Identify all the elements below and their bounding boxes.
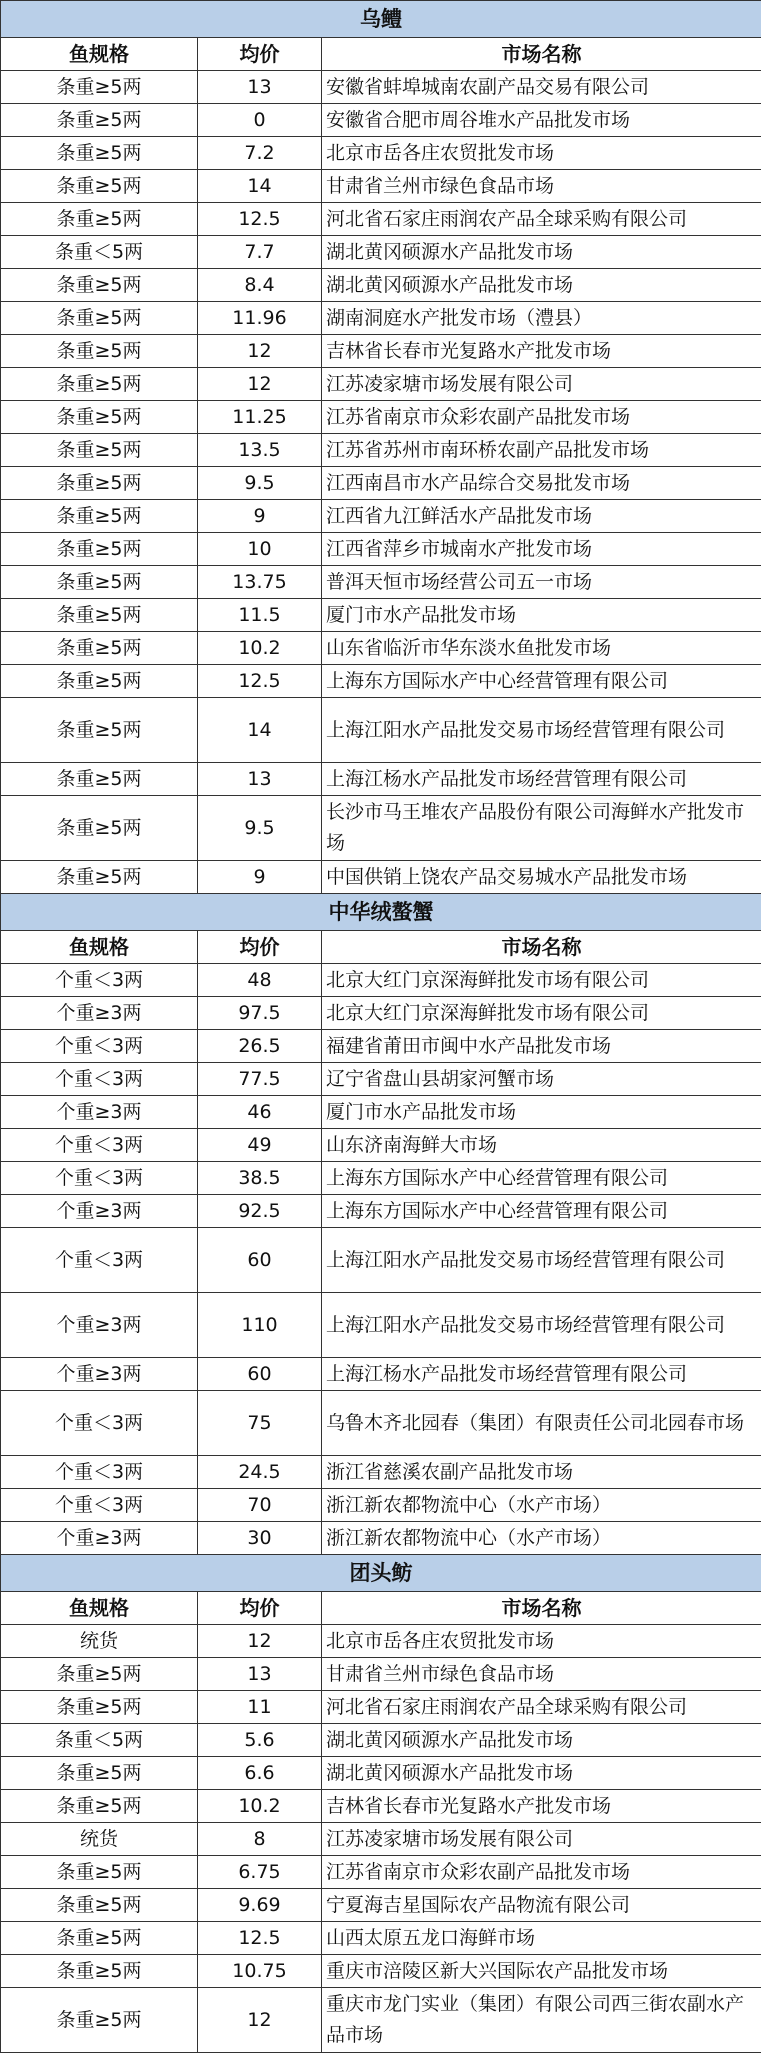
column-header-price: 均价 bbox=[198, 1592, 322, 1625]
table-row bbox=[1, 401, 761, 434]
table-row bbox=[1, 203, 761, 236]
avg-price-cell: 14 bbox=[198, 170, 322, 203]
fish-spec-cell: 个重＜3两 bbox=[1, 964, 198, 997]
fish-spec-cell: 个重＜3两 bbox=[1, 1391, 198, 1456]
fish-spec-cell: 个重≥3两 bbox=[1, 1195, 198, 1228]
fish-spec-cell: 条重≥5两 bbox=[1, 533, 198, 566]
market-name-cell: 江苏省南京市众彩农副产品批发市场 bbox=[322, 1856, 761, 1889]
avg-price-cell: 10.2 bbox=[198, 1790, 322, 1823]
table-row bbox=[1, 796, 761, 861]
table-row bbox=[1, 1228, 761, 1293]
table-row bbox=[1, 1489, 761, 1522]
avg-price-cell: 11.5 bbox=[198, 599, 322, 632]
market-name-cell: 河北省石家庄雨润农产品全球采购有限公司 bbox=[322, 1691, 761, 1724]
table-row bbox=[1, 763, 761, 796]
market-name-cell: 厦门市水产品批发市场 bbox=[322, 1096, 761, 1129]
avg-price-cell: 10 bbox=[198, 533, 322, 566]
market-name-cell: 普洱天恒市场经营公司五一市场 bbox=[322, 566, 761, 599]
market-name-cell: 安徽省蚌埠城南农副产品交易有限公司 bbox=[322, 71, 761, 104]
table-row bbox=[1, 1658, 761, 1691]
table-row bbox=[1, 1922, 761, 1955]
fish-spec-cell: 条重≥5两 bbox=[1, 1658, 198, 1691]
market-name-cell: 浙江省慈溪农副产品批发市场 bbox=[322, 1456, 761, 1489]
table-row bbox=[1, 368, 761, 401]
market-name-cell: 上海江杨水产品批发市场经营管理有限公司 bbox=[322, 763, 761, 796]
section-title-row bbox=[1, 1, 761, 38]
column-header-market: 市场名称 bbox=[322, 931, 761, 964]
market-name-cell: 上海东方国际水产中心经营管理有限公司 bbox=[322, 1195, 761, 1228]
fish-spec-cell: 条重≥5两 bbox=[1, 500, 198, 533]
market-name-cell: 甘肃省兰州市绿色食品市场 bbox=[322, 170, 761, 203]
avg-price-cell: 12.5 bbox=[198, 1922, 322, 1955]
fish-spec-cell: 条重≥5两 bbox=[1, 203, 198, 236]
table-row bbox=[1, 1988, 761, 2053]
column-header-price: 均价 bbox=[198, 38, 322, 71]
table-row bbox=[1, 997, 761, 1030]
fish-spec-cell: 个重≥3两 bbox=[1, 1358, 198, 1391]
market-name-cell: 湖北黄冈硕源水产品批发市场 bbox=[322, 1724, 761, 1757]
avg-price-cell: 8.4 bbox=[198, 269, 322, 302]
table-row bbox=[1, 1456, 761, 1489]
table-row bbox=[1, 1063, 761, 1096]
avg-price-cell: 12 bbox=[198, 368, 322, 401]
fish-spec-cell: 条重≥5两 bbox=[1, 269, 198, 302]
table-row bbox=[1, 170, 761, 203]
section-title: 团头鲂 bbox=[1, 1555, 761, 1592]
avg-price-cell: 6.6 bbox=[198, 1757, 322, 1790]
avg-price-cell: 6.75 bbox=[198, 1856, 322, 1889]
avg-price-cell: 12.5 bbox=[198, 203, 322, 236]
table-row bbox=[1, 71, 761, 104]
fish-spec-cell: 个重＜3两 bbox=[1, 1456, 198, 1489]
market-name-cell: 北京大红门京深海鲜批发市场有限公司 bbox=[322, 964, 761, 997]
avg-price-cell: 12.5 bbox=[198, 665, 322, 698]
avg-price-cell: 0 bbox=[198, 104, 322, 137]
table-row bbox=[1, 1955, 761, 1988]
market-name-cell: 山东济南海鲜大市场 bbox=[322, 1129, 761, 1162]
avg-price-cell: 60 bbox=[198, 1228, 322, 1293]
section-title: 中华绒螯蟹 bbox=[1, 894, 761, 931]
market-name-cell: 上海江阳水产品批发交易市场经营管理有限公司 bbox=[322, 698, 761, 763]
section-title: 乌鳢 bbox=[1, 1, 761, 38]
avg-price-cell: 9.5 bbox=[198, 796, 322, 861]
fish-spec-cell: 个重＜3两 bbox=[1, 1228, 198, 1293]
avg-price-cell: 9 bbox=[198, 861, 322, 894]
avg-price-cell: 97.5 bbox=[198, 997, 322, 1030]
column-header-row bbox=[1, 38, 761, 71]
market-name-cell: 江西南昌市水产品综合交易批发市场 bbox=[322, 467, 761, 500]
market-name-cell: 江苏省苏州市南环桥农副产品批发市场 bbox=[322, 434, 761, 467]
market-name-cell: 吉林省长春市光复路水产批发市场 bbox=[322, 1790, 761, 1823]
avg-price-cell: 38.5 bbox=[198, 1162, 322, 1195]
table-row bbox=[1, 1096, 761, 1129]
market-name-cell: 长沙市马王堆农产品股份有限公司海鲜水产批发市场 bbox=[322, 796, 761, 861]
avg-price-cell: 26.5 bbox=[198, 1030, 322, 1063]
fish-spec-cell: 条重≥5两 bbox=[1, 599, 198, 632]
avg-price-cell: 10.2 bbox=[198, 632, 322, 665]
fish-spec-cell: 条重≥5两 bbox=[1, 434, 198, 467]
market-name-cell: 北京大红门京深海鲜批发市场有限公司 bbox=[322, 997, 761, 1030]
avg-price-cell: 60 bbox=[198, 1358, 322, 1391]
market-name-cell: 上海江杨水产品批发市场经营管理有限公司 bbox=[322, 1358, 761, 1391]
fish-spec-cell: 条重≥5两 bbox=[1, 170, 198, 203]
table-row bbox=[1, 1757, 761, 1790]
column-header-price: 均价 bbox=[198, 931, 322, 964]
market-name-cell: 山东省临沂市华东淡水鱼批发市场 bbox=[322, 632, 761, 665]
market-name-cell: 上海东方国际水产中心经营管理有限公司 bbox=[322, 1162, 761, 1195]
market-name-cell: 上海江阳水产品批发交易市场经营管理有限公司 bbox=[322, 1293, 761, 1358]
table-row bbox=[1, 269, 761, 302]
fish-spec-cell: 条重≥5两 bbox=[1, 861, 198, 894]
avg-price-cell: 13 bbox=[198, 763, 322, 796]
fish-spec-cell: 个重＜3两 bbox=[1, 1162, 198, 1195]
market-name-cell: 乌鲁木齐北园春（集团）有限责任公司北园春市场 bbox=[322, 1391, 761, 1456]
avg-price-cell: 46 bbox=[198, 1096, 322, 1129]
avg-price-cell: 9.5 bbox=[198, 467, 322, 500]
fish-spec-cell: 条重≥5两 bbox=[1, 467, 198, 500]
fish-spec-cell: 条重≥5两 bbox=[1, 665, 198, 698]
table-row bbox=[1, 236, 761, 269]
fish-spec-cell: 个重＜3两 bbox=[1, 1489, 198, 1522]
market-name-cell: 湖北黄冈硕源水产品批发市场 bbox=[322, 269, 761, 302]
fish-spec-cell: 个重＜3两 bbox=[1, 1030, 198, 1063]
fish-spec-cell: 条重≥5两 bbox=[1, 368, 198, 401]
market-name-cell: 厦门市水产品批发市场 bbox=[322, 599, 761, 632]
fish-spec-cell: 条重≥5两 bbox=[1, 763, 198, 796]
fish-spec-cell: 条重≥5两 bbox=[1, 1922, 198, 1955]
avg-price-cell: 49 bbox=[198, 1129, 322, 1162]
fish-spec-cell: 个重≥3两 bbox=[1, 1522, 198, 1555]
fish-spec-cell: 条重≥5两 bbox=[1, 1955, 198, 1988]
market-name-cell: 江苏凌家塘市场发展有限公司 bbox=[322, 368, 761, 401]
avg-price-cell: 12 bbox=[198, 1988, 322, 2053]
table-row bbox=[1, 566, 761, 599]
avg-price-cell: 7.7 bbox=[198, 236, 322, 269]
table-row bbox=[1, 533, 761, 566]
fish-spec-cell: 个重＜3两 bbox=[1, 1129, 198, 1162]
table-row bbox=[1, 1889, 761, 1922]
fish-spec-cell: 条重≥5两 bbox=[1, 698, 198, 763]
section-title-row bbox=[1, 1555, 761, 1592]
avg-price-cell: 13 bbox=[198, 1658, 322, 1691]
avg-price-cell: 70 bbox=[198, 1489, 322, 1522]
avg-price-cell: 14 bbox=[198, 698, 322, 763]
fish-spec-cell: 统货 bbox=[1, 1625, 198, 1658]
market-name-cell: 重庆市龙门实业（集团）有限公司西三街农副水产品市场 bbox=[322, 1988, 761, 2053]
column-header-row bbox=[1, 931, 761, 964]
market-name-cell: 北京市岳各庄农贸批发市场 bbox=[322, 137, 761, 170]
table-row bbox=[1, 1790, 761, 1823]
section-title-row bbox=[1, 894, 761, 931]
avg-price-cell: 48 bbox=[198, 964, 322, 997]
column-header-spec: 鱼规格 bbox=[1, 38, 198, 71]
fish-spec-cell: 个重≥3两 bbox=[1, 1096, 198, 1129]
column-header-spec: 鱼规格 bbox=[1, 931, 198, 964]
avg-price-cell: 12 bbox=[198, 335, 322, 368]
market-name-cell: 中国供销上饶农产品交易城水产品批发市场 bbox=[322, 861, 761, 894]
fish-spec-cell: 条重≥5两 bbox=[1, 1988, 198, 2053]
market-name-cell: 山西太原五龙口海鲜市场 bbox=[322, 1922, 761, 1955]
table-row bbox=[1, 1358, 761, 1391]
fish-spec-cell: 条重≥5两 bbox=[1, 1889, 198, 1922]
fish-spec-cell: 统货 bbox=[1, 1823, 198, 1856]
fish-spec-cell: 条重≥5两 bbox=[1, 1757, 198, 1790]
column-header-market: 市场名称 bbox=[322, 1592, 761, 1625]
market-name-cell: 江西省萍乡市城南水产批发市场 bbox=[322, 533, 761, 566]
table-row bbox=[1, 1391, 761, 1456]
table-row bbox=[1, 302, 761, 335]
table-row bbox=[1, 1162, 761, 1195]
table-row bbox=[1, 861, 761, 894]
market-name-cell: 福建省莆田市闽中水产品批发市场 bbox=[322, 1030, 761, 1063]
table-row bbox=[1, 500, 761, 533]
table-row bbox=[1, 599, 761, 632]
market-name-cell: 吉林省长春市光复路水产批发市场 bbox=[322, 335, 761, 368]
avg-price-cell: 110 bbox=[198, 1293, 322, 1358]
fish-spec-cell: 条重≥5两 bbox=[1, 104, 198, 137]
avg-price-cell: 13.5 bbox=[198, 434, 322, 467]
avg-price-cell: 10.75 bbox=[198, 1955, 322, 1988]
fish-spec-cell: 条重≥5两 bbox=[1, 566, 198, 599]
fish-spec-cell: 个重≥3两 bbox=[1, 1293, 198, 1358]
avg-price-cell: 13 bbox=[198, 71, 322, 104]
fish-spec-cell: 条重≥5两 bbox=[1, 335, 198, 368]
avg-price-cell: 77.5 bbox=[198, 1063, 322, 1096]
avg-price-cell: 12 bbox=[198, 1625, 322, 1658]
fish-spec-cell: 条重≥5两 bbox=[1, 71, 198, 104]
market-name-cell: 浙江新农都物流中心（水产市场） bbox=[322, 1522, 761, 1555]
avg-price-cell: 24.5 bbox=[198, 1456, 322, 1489]
avg-price-cell: 11.25 bbox=[198, 401, 322, 434]
table-row bbox=[1, 335, 761, 368]
table-row bbox=[1, 1129, 761, 1162]
fish-spec-cell: 条重≥5两 bbox=[1, 401, 198, 434]
fish-spec-cell: 条重≥5两 bbox=[1, 632, 198, 665]
table-row bbox=[1, 1195, 761, 1228]
fish-spec-cell: 条重≥5两 bbox=[1, 302, 198, 335]
market-name-cell: 湖北黄冈硕源水产品批发市场 bbox=[322, 1757, 761, 1790]
table-row bbox=[1, 698, 761, 763]
market-name-cell: 甘肃省兰州市绿色食品市场 bbox=[322, 1658, 761, 1691]
avg-price-cell: 30 bbox=[198, 1522, 322, 1555]
column-header-row bbox=[1, 1592, 761, 1625]
fish-spec-cell: 条重＜5两 bbox=[1, 236, 198, 269]
fish-spec-cell: 条重≥5两 bbox=[1, 137, 198, 170]
fish-spec-cell: 条重＜5两 bbox=[1, 1724, 198, 1757]
market-name-cell: 辽宁省盘山县胡家河蟹市场 bbox=[322, 1063, 761, 1096]
table-row bbox=[1, 1293, 761, 1358]
avg-price-cell: 75 bbox=[198, 1391, 322, 1456]
table-row bbox=[1, 1856, 761, 1889]
fish-spec-cell: 个重≥3两 bbox=[1, 997, 198, 1030]
table-row bbox=[1, 137, 761, 170]
avg-price-cell: 11.96 bbox=[198, 302, 322, 335]
market-name-cell: 河北省石家庄雨润农产品全球采购有限公司 bbox=[322, 203, 761, 236]
market-name-cell: 江苏省南京市众彩农副产品批发市场 bbox=[322, 401, 761, 434]
table-row bbox=[1, 632, 761, 665]
column-header-spec: 鱼规格 bbox=[1, 1592, 198, 1625]
market-name-cell: 江苏凌家塘市场发展有限公司 bbox=[322, 1823, 761, 1856]
table-row bbox=[1, 434, 761, 467]
table-row bbox=[1, 1625, 761, 1658]
avg-price-cell: 9 bbox=[198, 500, 322, 533]
fish-spec-cell: 条重≥5两 bbox=[1, 1790, 198, 1823]
avg-price-cell: 11 bbox=[198, 1691, 322, 1724]
avg-price-cell: 92.5 bbox=[198, 1195, 322, 1228]
market-name-cell: 上海江阳水产品批发交易市场经营管理有限公司 bbox=[322, 1228, 761, 1293]
table-row bbox=[1, 467, 761, 500]
market-name-cell: 湖北黄冈硕源水产品批发市场 bbox=[322, 236, 761, 269]
table-row bbox=[1, 1030, 761, 1063]
avg-price-cell: 9.69 bbox=[198, 1889, 322, 1922]
fish-spec-cell: 个重＜3两 bbox=[1, 1063, 198, 1096]
table-row bbox=[1, 104, 761, 137]
market-name-cell: 重庆市涪陵区新大兴国际农产品批发市场 bbox=[322, 1955, 761, 1988]
table-row bbox=[1, 1522, 761, 1555]
market-name-cell: 浙江新农都物流中心（水产市场） bbox=[322, 1489, 761, 1522]
avg-price-cell: 5.6 bbox=[198, 1724, 322, 1757]
market-name-cell: 宁夏海吉星国际农产品物流有限公司 bbox=[322, 1889, 761, 1922]
market-name-cell: 安徽省合肥市周谷堆水产品批发市场 bbox=[322, 104, 761, 137]
avg-price-cell: 13.75 bbox=[198, 566, 322, 599]
avg-price-cell: 7.2 bbox=[198, 137, 322, 170]
column-header-market: 市场名称 bbox=[322, 38, 761, 71]
avg-price-cell: 8 bbox=[198, 1823, 322, 1856]
market-name-cell: 江西省九江鲜活水产品批发市场 bbox=[322, 500, 761, 533]
fish-spec-cell: 条重≥5两 bbox=[1, 796, 198, 861]
market-name-cell: 北京市岳各庄农贸批发市场 bbox=[322, 1625, 761, 1658]
table-row bbox=[1, 1724, 761, 1757]
table-row bbox=[1, 1823, 761, 1856]
table-row bbox=[1, 665, 761, 698]
price-table-body bbox=[1, 1, 761, 2053]
market-name-cell: 上海东方国际水产中心经营管理有限公司 bbox=[322, 665, 761, 698]
table-row bbox=[1, 964, 761, 997]
market-name-cell: 湖南洞庭水产批发市场（澧县） bbox=[322, 302, 761, 335]
fish-spec-cell: 条重≥5两 bbox=[1, 1856, 198, 1889]
table-row bbox=[1, 1691, 761, 1724]
fish-spec-cell: 条重≥5两 bbox=[1, 1691, 198, 1724]
